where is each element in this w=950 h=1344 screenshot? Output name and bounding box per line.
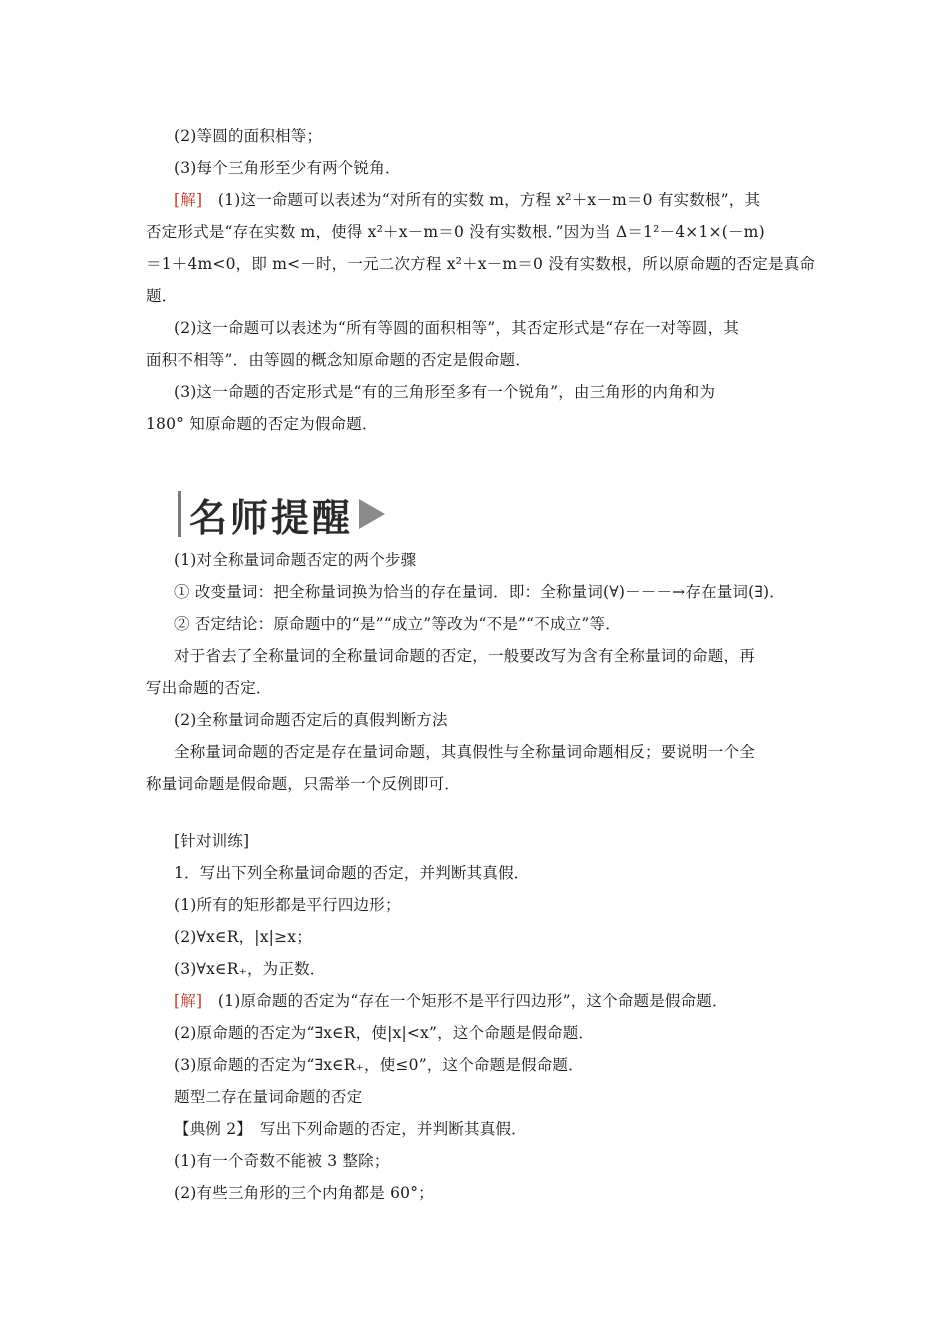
type-2-heading: 题型二存在量词命题的否定 bbox=[174, 1088, 363, 1106]
solution-2-line-2: 面积不相等”．由等圆的概念知原命题的否定是假命题． bbox=[146, 351, 531, 369]
solution-2-line-1: (2)这一命题可以表述为“所有等圆的面积相等”，其否定形式是“存在一对等圆，其 bbox=[174, 319, 740, 337]
solution-1-line-1 bbox=[174, 189, 814, 211]
solution-tag: [解] bbox=[174, 191, 203, 209]
training-q1-item-3: (3)∀x∈R₊，为正数． bbox=[174, 960, 326, 978]
training-solution-line-3: (3)原命题的否定为“∃x∈R₊，使≤0”，这个命题是假命题． bbox=[174, 1056, 584, 1074]
solution-3-line-2: 180° 知原命题的否定为假命题． bbox=[146, 415, 378, 433]
solution-3-line-1: (3)这一命题的否定形式是“有的三角形至多有一个锐角”，由三角形的内角和为 bbox=[174, 383, 716, 401]
tips-title-box bbox=[178, 488, 385, 540]
training-q1-item-2: (2)∀x∈R，|x|≥x； bbox=[174, 928, 312, 946]
solution-1-line-3: ＝1＋4m<0，即 m<－时，一元二次方程 x²＋x－m＝0 没有实数根，所以原命题的否定是真命 bbox=[146, 255, 816, 273]
training-question-1: 1．写出下列全称量词命题的否定，并判断其真假． bbox=[174, 864, 530, 882]
solution-1-line-4: 题． bbox=[146, 287, 178, 305]
training-q1-item-1: (1)所有的矩形都是平行四边形； bbox=[174, 896, 401, 914]
tips-title: 名师提醒 bbox=[189, 495, 354, 540]
example-tag: 【典例 2】 bbox=[174, 1120, 245, 1138]
example-item-2: (2)有些三角形的三个内角都是 60°； bbox=[174, 1184, 434, 1202]
solution-tag: [解] bbox=[174, 992, 203, 1010]
item-3: (3)每个三角形至少有两个锐角． bbox=[174, 159, 401, 177]
training-solution-line-1 bbox=[174, 990, 814, 1012]
training-solution-line-2: (2)原命题的否定为“∃x∈R，使|x|<x”，这个命题是假命题． bbox=[174, 1024, 595, 1042]
tips-p6-line-2: 称量词命题是假命题，只需举一个反例即可． bbox=[146, 775, 461, 793]
solution-1-line-2: 否定形式是“存在实数 m，使得 x²＋x－m＝0 没有实数根．”因为当 Δ＝1²－4×1×(－m) bbox=[146, 223, 765, 241]
tips-p2: ① 改变量词：把全称量词换为恰当的存在量词．即：全称量词(∀)－－－→存在量词(∃)． bbox=[174, 583, 785, 601]
tips-p1: (1)对全称量词命题否定的两个步骤 bbox=[174, 551, 417, 569]
tips-p5: (2)全称量词命题否定后的真假判断方法 bbox=[174, 711, 448, 729]
example-2-line bbox=[174, 1118, 814, 1140]
tips-p4-line-1: 对于省去了全称量词的全称量词命题的否定，一般要改写为含有全称量词的命题，再 bbox=[174, 647, 755, 665]
example-text: 写出下列命题的否定，并判断其真假． bbox=[244, 1120, 527, 1138]
training-header: [针对训练] bbox=[174, 832, 250, 850]
tips-p3: ② 否定结论：原命题中的“是”“成立”等改为“不是”“不成立”等． bbox=[174, 615, 621, 633]
training-solution-text: (1)原命题的否定为“存在一个矩形不是平行四边形”，这个命题是假命题． bbox=[202, 992, 728, 1010]
item-2: (2)等圆的面积相等； bbox=[174, 127, 323, 145]
tips-p4-line-2: 写出命题的否定． bbox=[146, 679, 272, 697]
example-item-1: (1)有一个奇数不能被 3 整除； bbox=[174, 1152, 390, 1170]
play-arrow-icon bbox=[359, 499, 385, 529]
tips-p6-line-1: 全称量词命题的否定是存在量词命题，其真假性与全称量词命题相反；要说明一个全 bbox=[174, 743, 755, 761]
solution-1-text: (1)这一命题可以表述为“对所有的实数 m，方程 x²＋x－m＝0 有实数根”，其 bbox=[202, 191, 761, 209]
title-bar-decoration bbox=[178, 491, 181, 537]
